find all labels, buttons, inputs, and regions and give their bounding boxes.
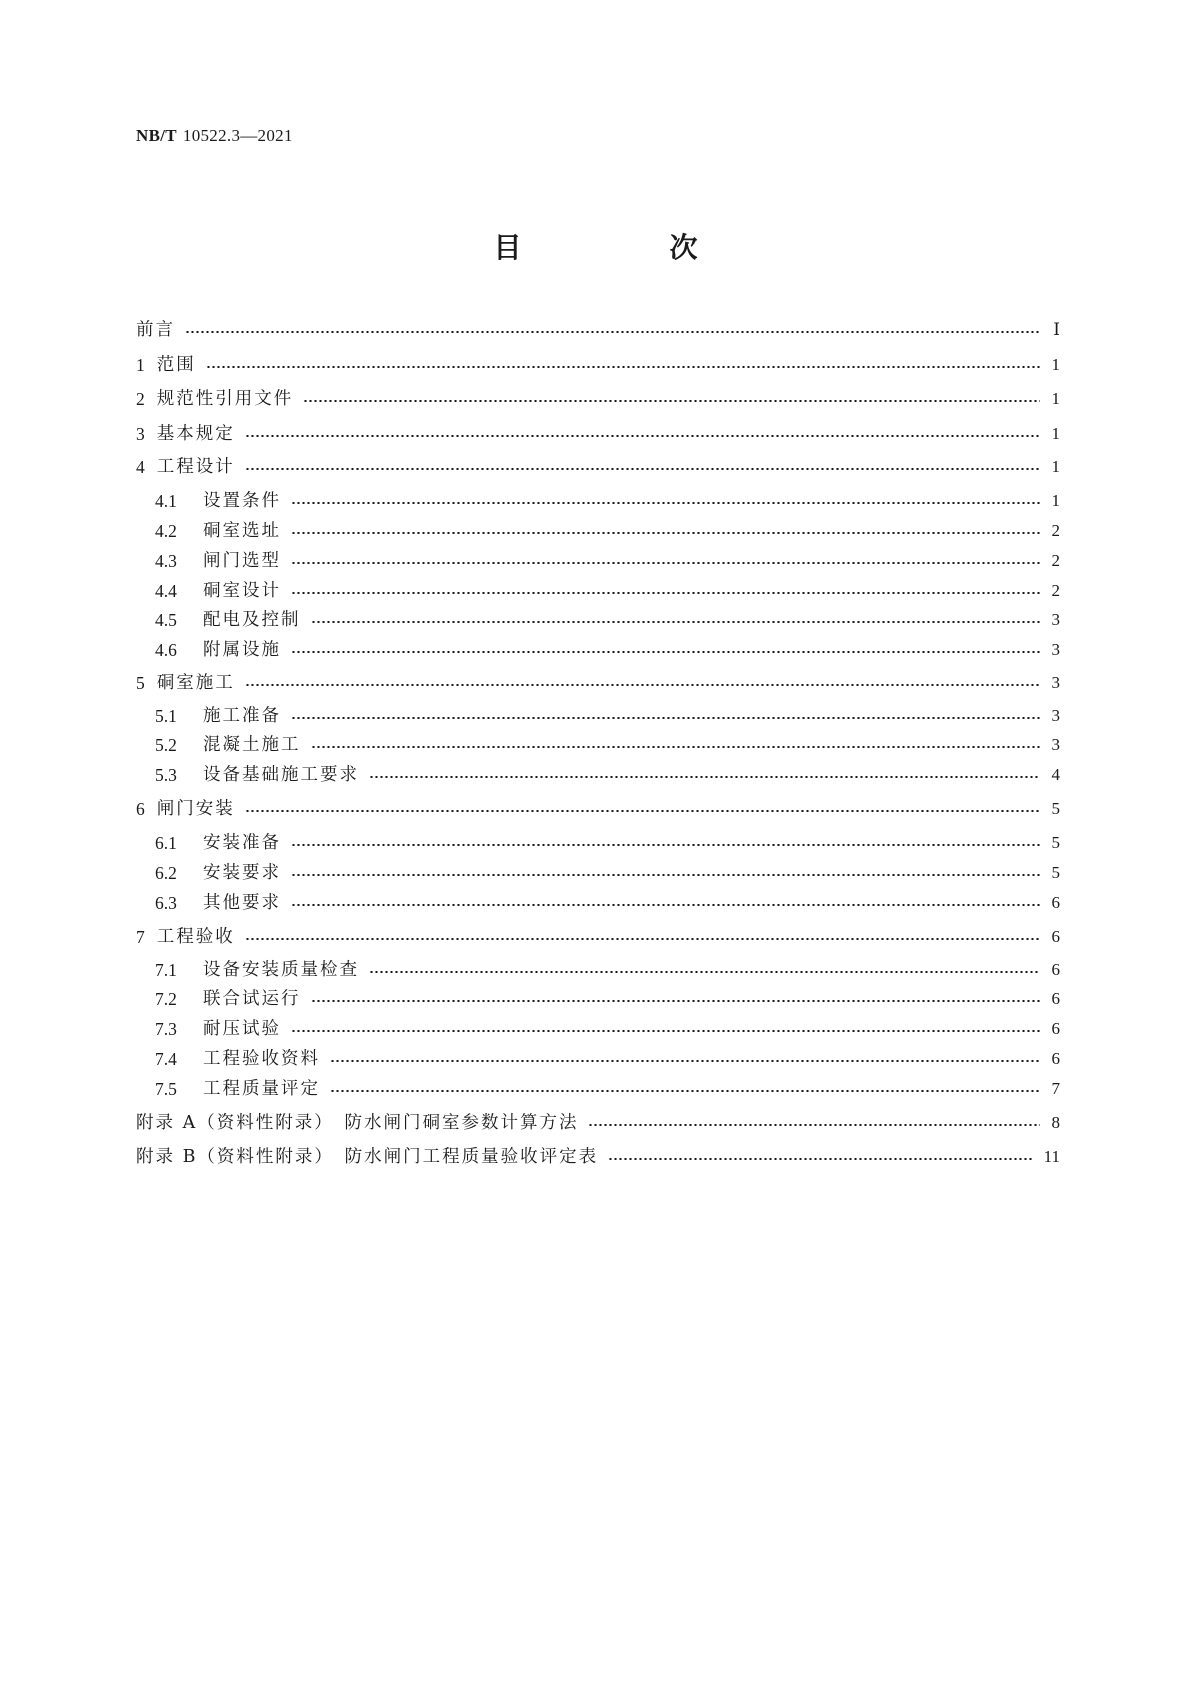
toc-entry-page: 1: [1051, 389, 1060, 408]
dot-leader: [303, 400, 1040, 402]
toc-entry-title: 硐室设计: [203, 581, 281, 601]
toc-entry[interactable]: [155, 1076, 1060, 1102]
dot-leader: [291, 562, 1040, 564]
toc-entry-title: 前言: [136, 320, 175, 340]
dot-leader: [291, 651, 1040, 653]
toc-entry-title: 联合试运行: [203, 989, 301, 1009]
toc-entry-page: 6: [1051, 1049, 1060, 1068]
dot-leader: [291, 904, 1040, 906]
toc-entry[interactable]: [136, 421, 1060, 447]
dot-leader: [185, 331, 1040, 333]
dot-leader: [291, 717, 1040, 719]
dot-leader: [311, 1000, 1041, 1002]
toc-entry-number: 4.6: [155, 640, 177, 660]
toc-entry-page: 3: [1051, 610, 1060, 629]
toc-entry-page: 6: [1051, 989, 1060, 1008]
toc-entry-number: 4.4: [155, 581, 177, 601]
toc-entry-title: 耐压试验: [203, 1019, 281, 1039]
toc-entry[interactable]: [136, 1144, 1060, 1170]
toc-entry-number: 5.3: [155, 765, 177, 785]
toc-entry-title: 附属设施: [203, 640, 281, 660]
dot-leader: [608, 1158, 1033, 1160]
toc-entry-title: 安装准备: [203, 833, 281, 853]
toc-entry-title: 工程验收: [156, 927, 235, 947]
toc-entry[interactable]: [136, 670, 1060, 696]
dot-leader: [311, 746, 1041, 748]
toc-entry[interactable]: [155, 890, 1060, 916]
toc-entry-title: 规范性引用文件: [156, 389, 294, 409]
toc-entry[interactable]: [155, 703, 1060, 729]
toc-entry[interactable]: [155, 732, 1060, 758]
dot-leader: [369, 971, 1040, 973]
toc-entry[interactable]: [155, 762, 1060, 788]
toc-entry-title: 硐室施工: [156, 673, 235, 693]
toc-entry-number: 7.2: [155, 989, 177, 1009]
dot-leader: [245, 468, 1040, 470]
toc-entry-title: 工程验收资料: [203, 1049, 320, 1069]
toc-entry-title: 闸门安装: [156, 799, 235, 819]
toc-entry-page: 2: [1051, 551, 1060, 570]
toc-entry-number: 7.1: [155, 960, 177, 980]
toc-entry[interactable]: [136, 1110, 1060, 1136]
toc-entry-page: 3: [1051, 706, 1060, 725]
toc-entry[interactable]: [155, 488, 1060, 514]
toc-entry-page: 3: [1051, 735, 1060, 754]
toc-entry[interactable]: [136, 317, 1060, 343]
toc-entry-page: 1: [1051, 355, 1060, 374]
toc-entry-number: 7: [136, 927, 145, 947]
toc-entry-page: 11: [1043, 1147, 1060, 1166]
dot-leader: [206, 366, 1040, 368]
toc-entry-title: 硐室选址: [203, 521, 281, 541]
dot-leader: [245, 435, 1040, 437]
toc-entry-title: 设备基础施工要求: [203, 765, 359, 785]
toc-entry-number: 5: [136, 673, 145, 693]
toc-entry-number: 5.1: [155, 706, 177, 726]
dot-leader: [311, 621, 1041, 623]
dot-leader: [291, 874, 1040, 876]
toc-entry-page: 6: [1051, 960, 1060, 979]
toc-entry[interactable]: [136, 386, 1060, 412]
toc-entry-page: 5: [1051, 833, 1060, 852]
toc-entry[interactable]: [136, 454, 1060, 480]
toc-entry[interactable]: [155, 1016, 1060, 1042]
toc-entry-number: 6.3: [155, 893, 177, 913]
toc-entry-number: 6.1: [155, 833, 177, 853]
dot-leader: [588, 1124, 1040, 1126]
toc-entry-number: 7.3: [155, 1019, 177, 1039]
toc-entry-title: 附录 B（资料性附录） 防水闸门工程质量验收评定表: [136, 1147, 599, 1167]
toc-entry-number: 2: [136, 389, 145, 409]
toc-entry[interactable]: [155, 518, 1060, 544]
toc-entry-number: 5.2: [155, 735, 177, 755]
toc-entry-page: 2: [1051, 581, 1060, 600]
dot-leader: [330, 1090, 1040, 1092]
dot-leader: [330, 1060, 1040, 1062]
dot-leader: [245, 684, 1040, 686]
toc-entry-number: 7.4: [155, 1049, 177, 1069]
toc-entry-title: 安装要求: [203, 863, 281, 883]
toc-entry-title: 工程设计: [156, 457, 235, 477]
dot-leader: [245, 938, 1040, 940]
toc-entry-page: 3: [1051, 640, 1060, 659]
toc-entry[interactable]: [136, 352, 1060, 378]
toc-entry[interactable]: [155, 637, 1060, 663]
toc-entry-title: 工程质量评定: [203, 1079, 320, 1099]
toc-entry[interactable]: [155, 986, 1060, 1012]
toc-entry-title: 设置条件: [203, 491, 281, 511]
toc-entry-page: Ⅰ: [1053, 320, 1060, 339]
toc-entry-number: 4.2: [155, 521, 177, 541]
toc-entry-page: 1: [1051, 424, 1060, 443]
toc-entry-title: 附录 A（资料性附录） 防水闸门硐室参数计算方法: [136, 1113, 579, 1133]
toc-entry-page: 5: [1051, 799, 1060, 818]
toc-entry[interactable]: [155, 860, 1060, 886]
dot-leader: [291, 532, 1040, 534]
toc-entry-page: 5: [1051, 863, 1060, 882]
toc-entry-number: 4.5: [155, 610, 177, 630]
toc-entry-page: 8: [1051, 1113, 1060, 1132]
toc-entry-page: 6: [1051, 893, 1060, 912]
toc-entry[interactable]: [155, 957, 1060, 983]
standard-prefix: NB/T: [136, 126, 177, 145]
toc-entry[interactable]: [155, 578, 1060, 604]
toc-entry[interactable]: [155, 830, 1060, 856]
toc-entry[interactable]: [155, 1046, 1060, 1072]
toc-entry-number: 6: [136, 799, 145, 819]
standard-number: 10522.3—2021: [182, 126, 293, 145]
toc-entry-title: 配电及控制: [203, 610, 301, 630]
toc-entry[interactable]: [155, 607, 1060, 633]
toc-entry-page: 6: [1051, 927, 1060, 946]
toc-entry-title: 混凝土施工: [203, 735, 301, 755]
page-title: 目 次: [493, 231, 758, 264]
dot-leader: [369, 776, 1040, 778]
toc-entry-title: 闸门选型: [203, 551, 281, 571]
dot-leader: [291, 1030, 1040, 1032]
toc-entry-number: 4.3: [155, 551, 177, 571]
dot-leader: [245, 810, 1040, 812]
toc-entry[interactable]: [136, 924, 1060, 950]
toc-entry-number: 7.5: [155, 1079, 177, 1099]
toc-entry-number: 4.1: [155, 491, 177, 511]
toc-entry-title: 范围: [156, 355, 196, 375]
toc-entry-title: 其他要求: [203, 893, 281, 913]
toc-entry-number: 3: [136, 424, 145, 444]
toc-entry-page: 2: [1051, 521, 1060, 540]
standard-code: [136, 126, 293, 146]
toc-entry-number: 1: [136, 355, 145, 375]
toc-entry-page: 3: [1051, 673, 1060, 692]
dot-leader: [291, 502, 1040, 504]
toc-entry-page: 4: [1051, 765, 1060, 784]
toc-entry-page: 6: [1051, 1019, 1060, 1038]
toc-entry-title: 设备安装质量检查: [203, 960, 359, 980]
toc-entry-page: 1: [1051, 457, 1060, 476]
toc-entry-number: 6.2: [155, 863, 177, 883]
toc-entry-title: 施工准备: [203, 706, 281, 726]
toc-entry[interactable]: [136, 796, 1060, 822]
dot-leader: [291, 592, 1040, 594]
toc-entry-number: 4: [136, 457, 145, 477]
toc-entry-title: 基本规定: [156, 424, 235, 444]
toc-entry-page: 7: [1051, 1079, 1060, 1098]
toc-entry-page: 1: [1051, 491, 1060, 510]
toc-entry[interactable]: [155, 548, 1060, 574]
dot-leader: [291, 844, 1040, 846]
